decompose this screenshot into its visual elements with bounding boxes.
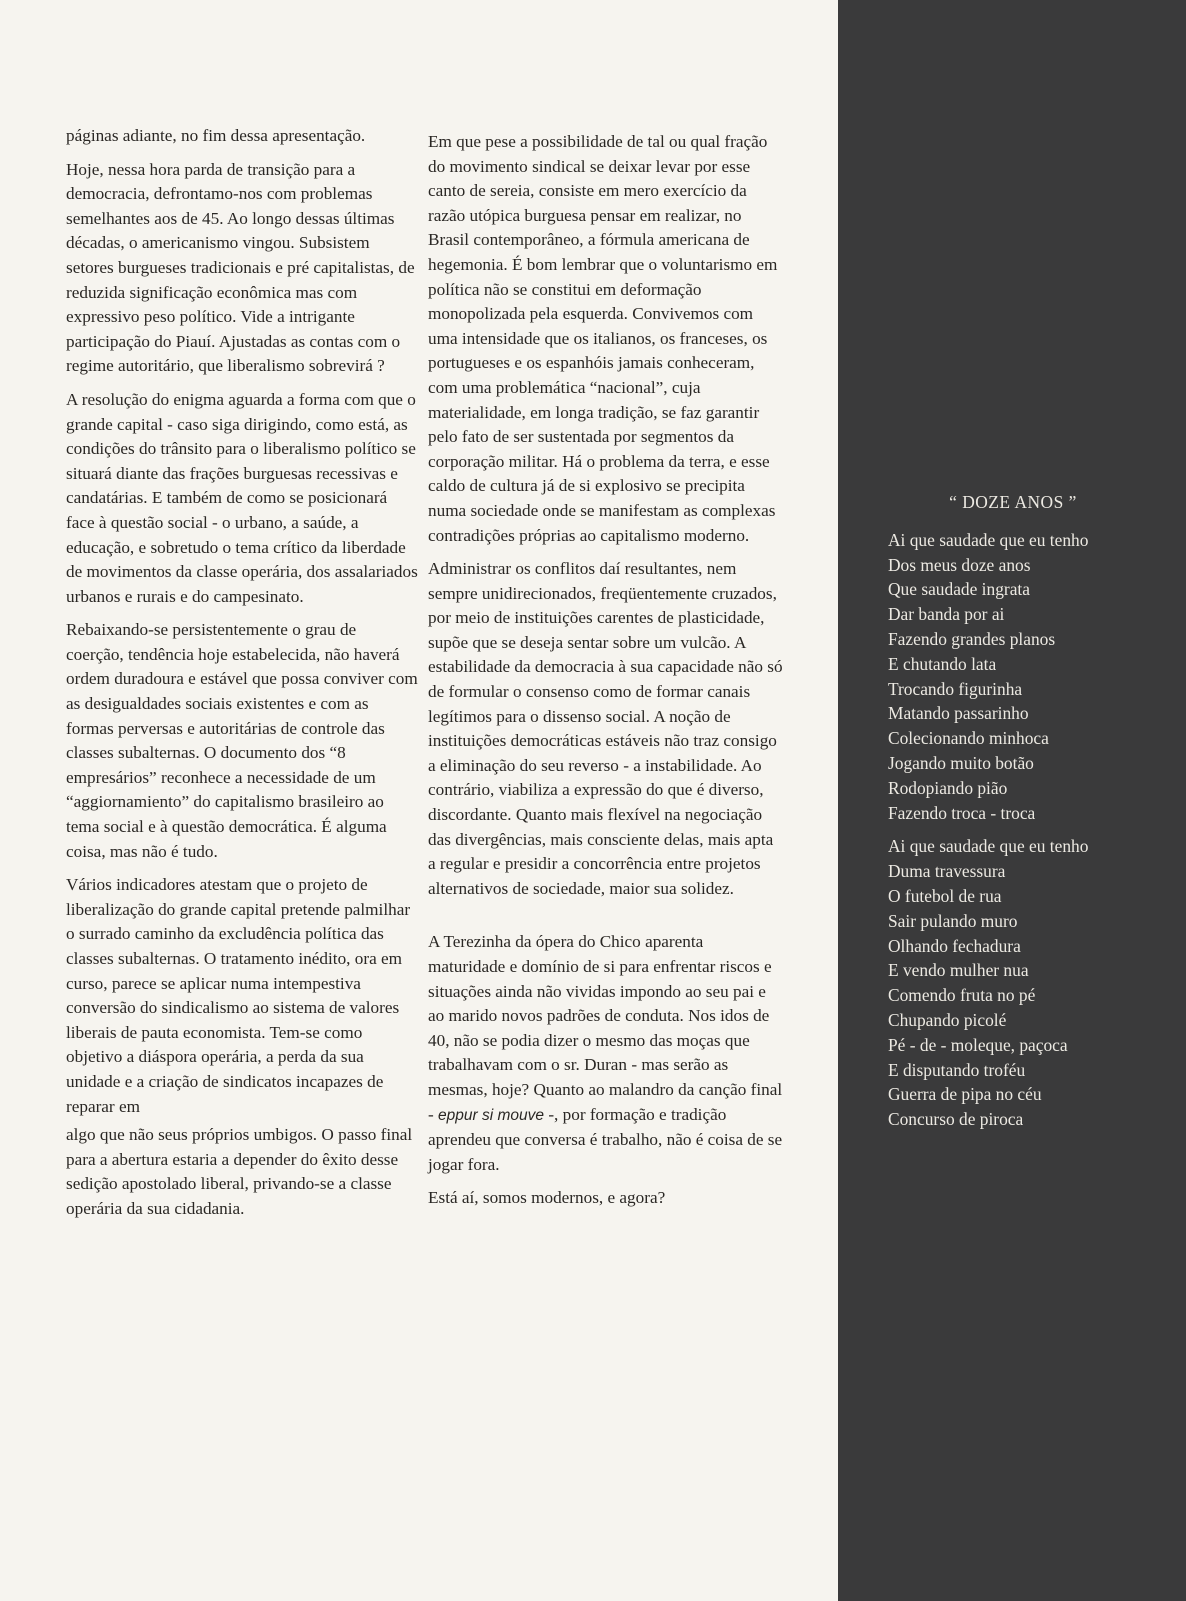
left-text-column xyxy=(66,124,418,1231)
paragraph: Administrar os conflitos daí resultantes, nem sempre unidirecionados, freqüentemente cruzados, por meio de instituições carentes de plasticidade, supõe que se deseja sentar sobre um vulcão. A estabilidade da democracia à sua capacidade não só de formular o consenso como de formar canais legítimos para o dissenso social. A noção de instituições democráticas estáveis não traz consigo a eliminação do seu reverso - a instabilidade. Ao contrário, viabiliza a expressão do que é diverso, discordante. Quanto mais flexível na negociação das divergências, mais consciente delas, mais apta a regular e presidir a concorrência entre projetos alternativos de sociedade, maior sua solidez. xyxy=(428,559,783,898)
poem-line: Fazendo troca - troca xyxy=(888,802,1036,823)
poem-line: Jogando muito botão xyxy=(888,752,1034,773)
poem-line: Pé - de - moleque, paçoca xyxy=(888,1034,1068,1055)
poem-line: Rodopiando pião xyxy=(888,777,1008,798)
poem-line: Dos meus doze anos xyxy=(888,554,1031,575)
poem-line: Sair pulando muro xyxy=(888,910,1018,931)
poem-line: Concurso de piroca xyxy=(888,1109,1024,1130)
poem-line: Dar banda por ai xyxy=(888,604,1005,625)
poem-line: E vendo mulher nua xyxy=(888,960,1029,981)
poem-stanza-2 xyxy=(888,834,1178,1132)
poem-line: Comendo fruta no pé xyxy=(888,985,1036,1006)
paragraph: algo que não seus próprios umbigos. O passo final para a abertura estaria a depender do êxito desse sedição apostolado liberal, privando-se a classe operária da sua cidadania. xyxy=(66,1125,413,1218)
poem-line: Duma travessura xyxy=(888,861,1006,882)
poem-line: O futebol de rua xyxy=(888,885,1002,906)
poem-line: Que saudade ingrata xyxy=(888,579,1030,600)
poem-line: Chupando picolé xyxy=(888,1009,1007,1030)
paragraph-text: -, por formação e tradição aprendeu que conversa é trabalho, não é coisa de se jogar fora. xyxy=(428,1104,783,1174)
closing-line: Está aí, somos modernos, e agora? xyxy=(428,1188,666,1208)
paragraph: A resolução do enigma aguarda a forma com que o grande capital - caso siga dirigindo, como está, as condições do trânsito para o liberalismo político se situará diante das frações burguesas recessivas e candatárias. E também de como se posicionará face à questão social - o urbano, a saúde, a educação, e sobretudo o tema crítico da liberdade de movimentos da classe operária, dos assalariados urbanos e rurais e do campesinato. xyxy=(66,389,418,606)
italic-phrase: eppur si mouve xyxy=(438,1106,545,1124)
paragraph: Vários indicadores atestam que o projeto de liberalização do grande capital pretende palmilhar o surrado caminho da excludência política das classes subalternas. O tratamento inédito, ora em curso, parece se aplicar numa intempestiva conversão do sindicalismo ao sistema de valores liberais de pauta economista. Tem-se como objetivo a diáspora operária, a perda da sua unidade e a criação de sindicatos incapazes de reparar em xyxy=(66,875,411,1116)
poem-line: Colecionando minhoca xyxy=(888,728,1049,749)
paragraph: Em que pese a possibilidade de tal ou qual fração do movimento sindical se deixar levar por esse canto de sereia, consiste em mero exercício da razão utópica burguesa pensar em realizar, no Brasil contemporâneo, a fórmula americana de hegemonia. É bom lembrar que o voluntarismo em política não se constitui em deformação monopolizada pela esquerda. Convivemos com uma intensidade que os italianos, os franceses, os portugueses e os espanhóis jamais conheceram, com uma problemática “nacional”, cuja materialidade, em longa tradição, se faz garantir pelo fato de ser sustentada por segmentos da corporação militar. Há o problema da terra, e esse caldo de cultura já de si explosivo se precipita numa sociedade onde se manifestam as complexas contradições próprias ao capitalismo moderno. xyxy=(428,132,778,545)
poem-line: Guerra de pipa no céu xyxy=(888,1084,1042,1105)
poem-line: Olhando fechadura xyxy=(888,935,1021,956)
paragraph-text: A Terezinha da ópera do Chico aparenta maturidade e domínio de si para enfrentar riscos e situações ainda não vividas impondo ao seu pai e ao marido novos padrões de conduta. Nos idos de 40, não se podia dizer o mesmo das moças que trabalhavam com o sr. Duran - mas serão as mesmas, hoje? Quanto ao malandro da canção final - xyxy=(428,932,783,1124)
poem-line: Trocando figurinha xyxy=(888,678,1023,699)
paragraph: Rebaixando-se persistentemente o grau de coerção, tendência hoje estabelecida, não haverá ordem duradoura e estável que possa conviver com as desigualdades sociais existentes e com as formas perversas e autoritárias de controle das classes subalternas. O documento dos “8 empresários” reconhece a necessidade de um “aggiornamiento” do capitalismo brasileiro ao tema social e à questão democrática. É alguma coisa, mas não é tudo. xyxy=(66,620,418,861)
poem-line: Fazendo grandes planos xyxy=(888,628,1056,649)
paragraph xyxy=(428,930,784,1177)
poem-line: Ai que saudade que eu tenho xyxy=(888,529,1089,550)
poem-line: E disputando troféu xyxy=(888,1059,1026,1080)
paragraph-gap xyxy=(428,910,784,930)
poem-line: E chutando lata xyxy=(888,653,997,674)
poem-title: “ DOZE ANOS ” xyxy=(949,492,1077,512)
poem-line: Ai que saudade que eu tenho xyxy=(888,836,1089,857)
poem-line: Matando passarinho xyxy=(888,703,1029,724)
paragraph: páginas adiante, no fim dessa apresentação. xyxy=(66,126,366,145)
poem xyxy=(888,490,1178,1141)
poem-stanza-1 xyxy=(888,528,1178,826)
middle-text-column xyxy=(428,130,784,1220)
paragraph: Hoje, nessa hora parda de transição para a democracia, defrontamo-nos com problemas semelhantes aos de 45. Ao longo dessas últimas décadas, o americanismo vingou. Subsistem setores burgueses tradicionais e pré capitalistas, de reduzida significação econômica mas com expressivo peso político. Vide a intrigante participação do Piauí. Ajustadas as contas com o regime autoritário, que liberalismo sobrevirá ? xyxy=(66,159,415,376)
